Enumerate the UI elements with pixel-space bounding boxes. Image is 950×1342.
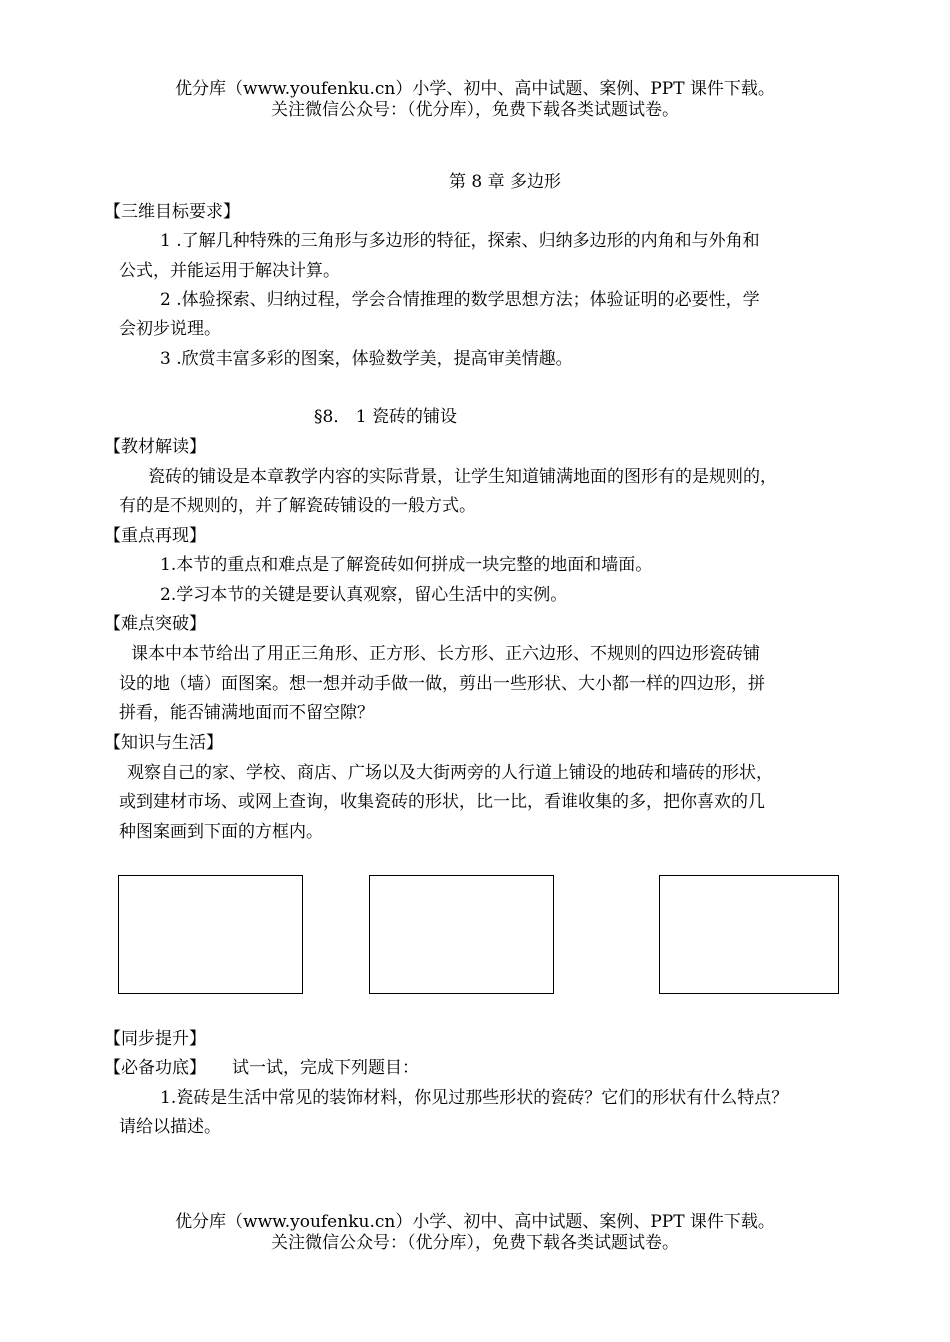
goal-item-2a: 2 .体验探索、归纳过程，学会合情推理的数学思想方法；体验证明的必要性，学 xyxy=(160,290,760,310)
knowledge-line-2: 或到建材市场、或网上查询，收集瓷砖的形状，比一比，看谁收集的多，把你喜欢的几 xyxy=(119,792,765,812)
goal-item-3: 3 .欣赏丰富多彩的图案，体验数学美，提高审美情趣。 xyxy=(160,349,573,369)
footer-line-1: 优分库（www.youfenku.cn）小学、初中、高中试题、案例、PPT 课件下载。 xyxy=(175,1212,775,1232)
key-point-2: 2.学习本节的关键是要认真观察，留心生活中的实例。 xyxy=(160,585,568,605)
section-title: §8． 1 瓷砖的铺设 xyxy=(314,407,457,427)
chapter-title: 第 8 章 多边形 xyxy=(448,172,562,192)
difficulty-line-3: 拼看，能否铺满地面而不留空隙？ xyxy=(119,703,374,723)
goal-item-2b: 会初步说理。 xyxy=(119,319,221,339)
knowledge-line-1: 观察自己的家、学校、商店、广场以及大街两旁的人行道上铺设的地砖和墙砖的形状， xyxy=(127,763,773,783)
sync-heading: 【同步提升】 xyxy=(104,1029,206,1049)
key-point-1: 1.本节的重点和难点是了解瓷砖如何拼成一块完整的地面和墙面。 xyxy=(160,555,653,575)
goal-item-1b: 公式，并能运用于解决计算。 xyxy=(119,261,340,281)
difficulty-heading: 【难点突破】 xyxy=(104,614,206,634)
drawing-box-2 xyxy=(369,875,554,994)
key-points-heading: 【重点再现】 xyxy=(104,526,206,546)
basics-heading: 【必备功底】 xyxy=(104,1058,206,1078)
question-1a: 1.瓷砖是生活中常见的装饰材料，你见过那些形状的瓷砖？它们的形状有什么特点？ xyxy=(160,1088,789,1108)
footer-line-2: 关注微信公众号：（优分库），免费下载各类试题试卷。 xyxy=(271,1233,679,1253)
difficulty-line-2: 设的地（墙）面图案。想一想并动手做一做，剪出一些形状、大小都一样的四边形，拼 xyxy=(119,674,765,694)
header-line-1: 优分库（www.youfenku.cn）小学、初中、高中试题、案例、PPT 课件下载。 xyxy=(175,79,775,99)
textbook-heading: 【教材解读】 xyxy=(104,437,206,457)
goals-heading: 【三维目标要求】 xyxy=(104,202,240,222)
header-line-2: 关注微信公众号：（优分库），免费下载各类试题试卷。 xyxy=(271,100,679,120)
drawing-box-1 xyxy=(118,875,303,994)
textbook-line-2: 有的是不规则的，并了解瓷砖铺设的一般方式。 xyxy=(119,496,476,516)
question-1b: 请给以描述。 xyxy=(119,1117,221,1137)
goal-item-1a: 1 .了解几种特殊的三角形与多边形的特征，探索、归纳多边形的内角和与外角和 xyxy=(160,231,760,251)
knowledge-heading: 【知识与生活】 xyxy=(104,733,223,753)
basics-prompt: 试一试，完成下列题目： xyxy=(232,1058,419,1078)
knowledge-line-3: 种图案画到下面的方框内。 xyxy=(119,822,323,842)
textbook-line-1: 瓷砖的铺设是本章教学内容的实际背景，让学生知道铺满地面的图形有的是规则的， xyxy=(148,467,777,487)
drawing-box-3 xyxy=(659,875,839,994)
difficulty-line-1: 课本中本节给出了用正三角形、正方形、长方形、正六边形、不规则的四边形瓷砖铺 xyxy=(131,644,760,664)
